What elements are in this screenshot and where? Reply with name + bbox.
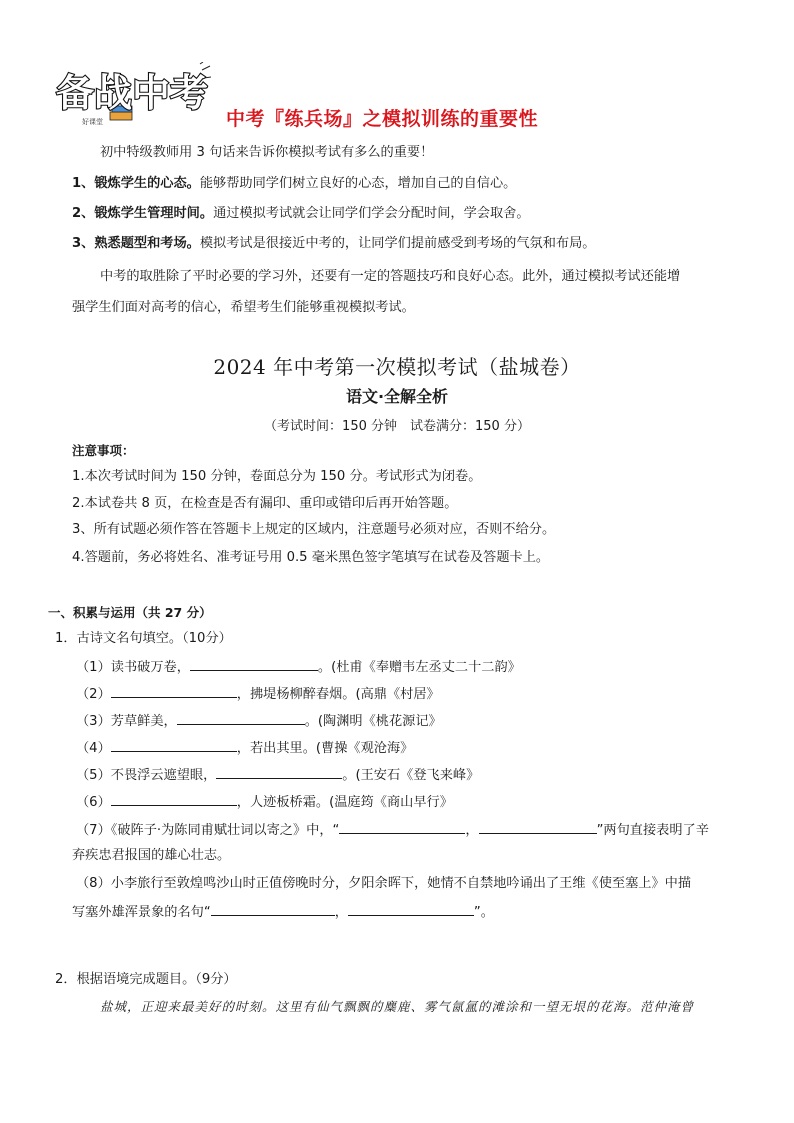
header-title: 中考『练兵场』之模拟训练的重要性	[226, 108, 539, 130]
q1-item-2	[76, 683, 440, 705]
q1-item-4	[76, 737, 413, 759]
q1-item-suffix: 。(陶渊明《桃花源记》	[304, 714, 442, 729]
q1-item-suffix: ”。	[473, 905, 494, 920]
logo-graphic	[52, 62, 212, 128]
q1-item-prefix: （6）	[76, 795, 111, 810]
answer-blank[interactable]	[111, 683, 237, 698]
q1-item-prefix: （7）《破阵子·为陈同甫赋壮词以寄之》中，“	[76, 823, 340, 838]
intro-item-bold: 3、熟悉题型和考场。	[72, 236, 200, 251]
q1-item-suffix: ，人迹板桥霜。(温庭筠《商山早行》	[236, 795, 453, 810]
note-item: 3、所有试题必须作答在答题卡上规定的区域内，注意题号必须对应，否则不给分。	[72, 522, 556, 537]
q1-item-prefix: （3）芳草鲜美，	[76, 714, 177, 729]
section-heading: 一、积累与运用（共 27 分）	[48, 605, 212, 620]
passage-text: 盐城，正迎来最美好的时刻。这里有仙气飘飘的麋鹿、雾气氤氲的滩涂和一望无垠的花海。范仲淹曾	[100, 999, 695, 1014]
question-1-title: 1．古诗文名句填空。（10分）	[55, 631, 232, 646]
q1-item-suffix: ”两句直接表明了辛	[596, 823, 709, 838]
q1-item-7	[76, 819, 709, 841]
q1-item-suffix: ，拂堤杨柳醉春烟。(高鼎《村居》	[236, 687, 440, 702]
q1-item-sep: ，	[465, 823, 479, 838]
q1-item-suffix: ，若出其里。(曹操《观沧海》	[236, 741, 414, 756]
q1-item-7-cont: 弃疾忠君报国的雄心壮志。	[72, 848, 231, 863]
notes-heading: 注意事项：	[72, 443, 135, 458]
q1-item-prefix: 写塞外雄浑景象的名句“	[72, 905, 211, 920]
q1-item-1	[76, 656, 521, 678]
q1-item-prefix: （5）不畏浮云遮望眼，	[76, 768, 217, 783]
note-item: 2.本试卷共 8 页，在检查是否有漏印、重印或错印后再开始答题。	[72, 496, 458, 511]
intro-item-text: 模拟考试是很接近中考的，让同学们提前感受到考场的气氛和布局。	[199, 236, 596, 251]
logo-text: 备战中考	[56, 71, 209, 115]
q1-item-prefix: （4）	[76, 741, 111, 756]
q1-item-3	[76, 710, 442, 732]
exam-title: 2024 年中考第一次模拟考试（盐城卷）	[213, 355, 581, 379]
q1-item-prefix: （1）读书破万卷，	[76, 660, 190, 675]
answer-blank[interactable]	[111, 737, 237, 752]
question-2-title: 2．根据语境完成题目。（9分）	[55, 972, 237, 987]
logo	[52, 62, 212, 128]
q1-item-5	[76, 764, 479, 786]
answer-blank[interactable]	[339, 819, 465, 834]
exam-subtitle: 语文·全解全析	[345, 387, 449, 406]
intro-item-text: 能够帮助同学们树立良好的心态，增加自己的自信心。	[199, 176, 517, 191]
intro-line: 初中特级教师用 3 句话来告诉你模拟考试有多么的重要！	[100, 145, 434, 160]
exam-info: （考试时间：150 分钟 试卷满分：150 分）	[264, 419, 530, 434]
intro-item-3	[72, 234, 596, 254]
logo-subtext: 好课堂	[82, 118, 103, 126]
note-item: 1.本次考试时间为 150 分钟，卷面总分为 150 分。考试形式为闭卷。	[72, 469, 482, 484]
q1-item-8-cont	[72, 901, 494, 923]
q1-item-prefix: （2）	[76, 687, 111, 702]
answer-blank[interactable]	[216, 764, 342, 779]
answer-blank[interactable]	[211, 901, 335, 916]
q1-item-suffix: 。(王安石《登飞来峰》	[342, 768, 480, 783]
q1-item-suffix: 。(杜甫《奉赠韦左丞丈二十二韵》	[317, 660, 521, 675]
intro-item-text: 通过模拟考试就会让同学们学会分配时间，学会取舍。	[213, 206, 530, 221]
note-item: 4.答题前，务必将姓名、准考证号用 0.5 毫米黑色签字笔填写在试卷及答题卡上。	[72, 550, 550, 565]
intro-item-1	[72, 174, 516, 194]
answer-blank[interactable]	[348, 901, 474, 916]
answer-blank[interactable]	[190, 656, 318, 671]
intro-paragraph-line-1: 中考的取胜除了平时必要的学习外，还要有一定的答题技巧和良好心态。此外，通过模拟考试还能增	[100, 269, 681, 284]
intro-item-bold: 2、锻炼学生管理时间。	[72, 206, 214, 221]
q1-item-sep: ，	[334, 905, 348, 920]
q1-item-6	[76, 791, 453, 813]
q1-item-8: （8）小李旅行至敦煌鸣沙山时正值傍晚时分，夕阳余晖下，她情不自禁地吟诵出了王维《使至塞上》中描	[76, 876, 692, 891]
intro-item-bold: 1、锻炼学生的心态。	[72, 176, 200, 191]
intro-item-2	[72, 204, 530, 224]
intro-paragraph-line-2: 强学生们面对高考的信心，希望考生们能够重视模拟考试。	[72, 300, 415, 315]
answer-blank[interactable]	[177, 710, 305, 725]
answer-blank[interactable]	[111, 791, 237, 806]
answer-blank[interactable]	[479, 819, 597, 834]
